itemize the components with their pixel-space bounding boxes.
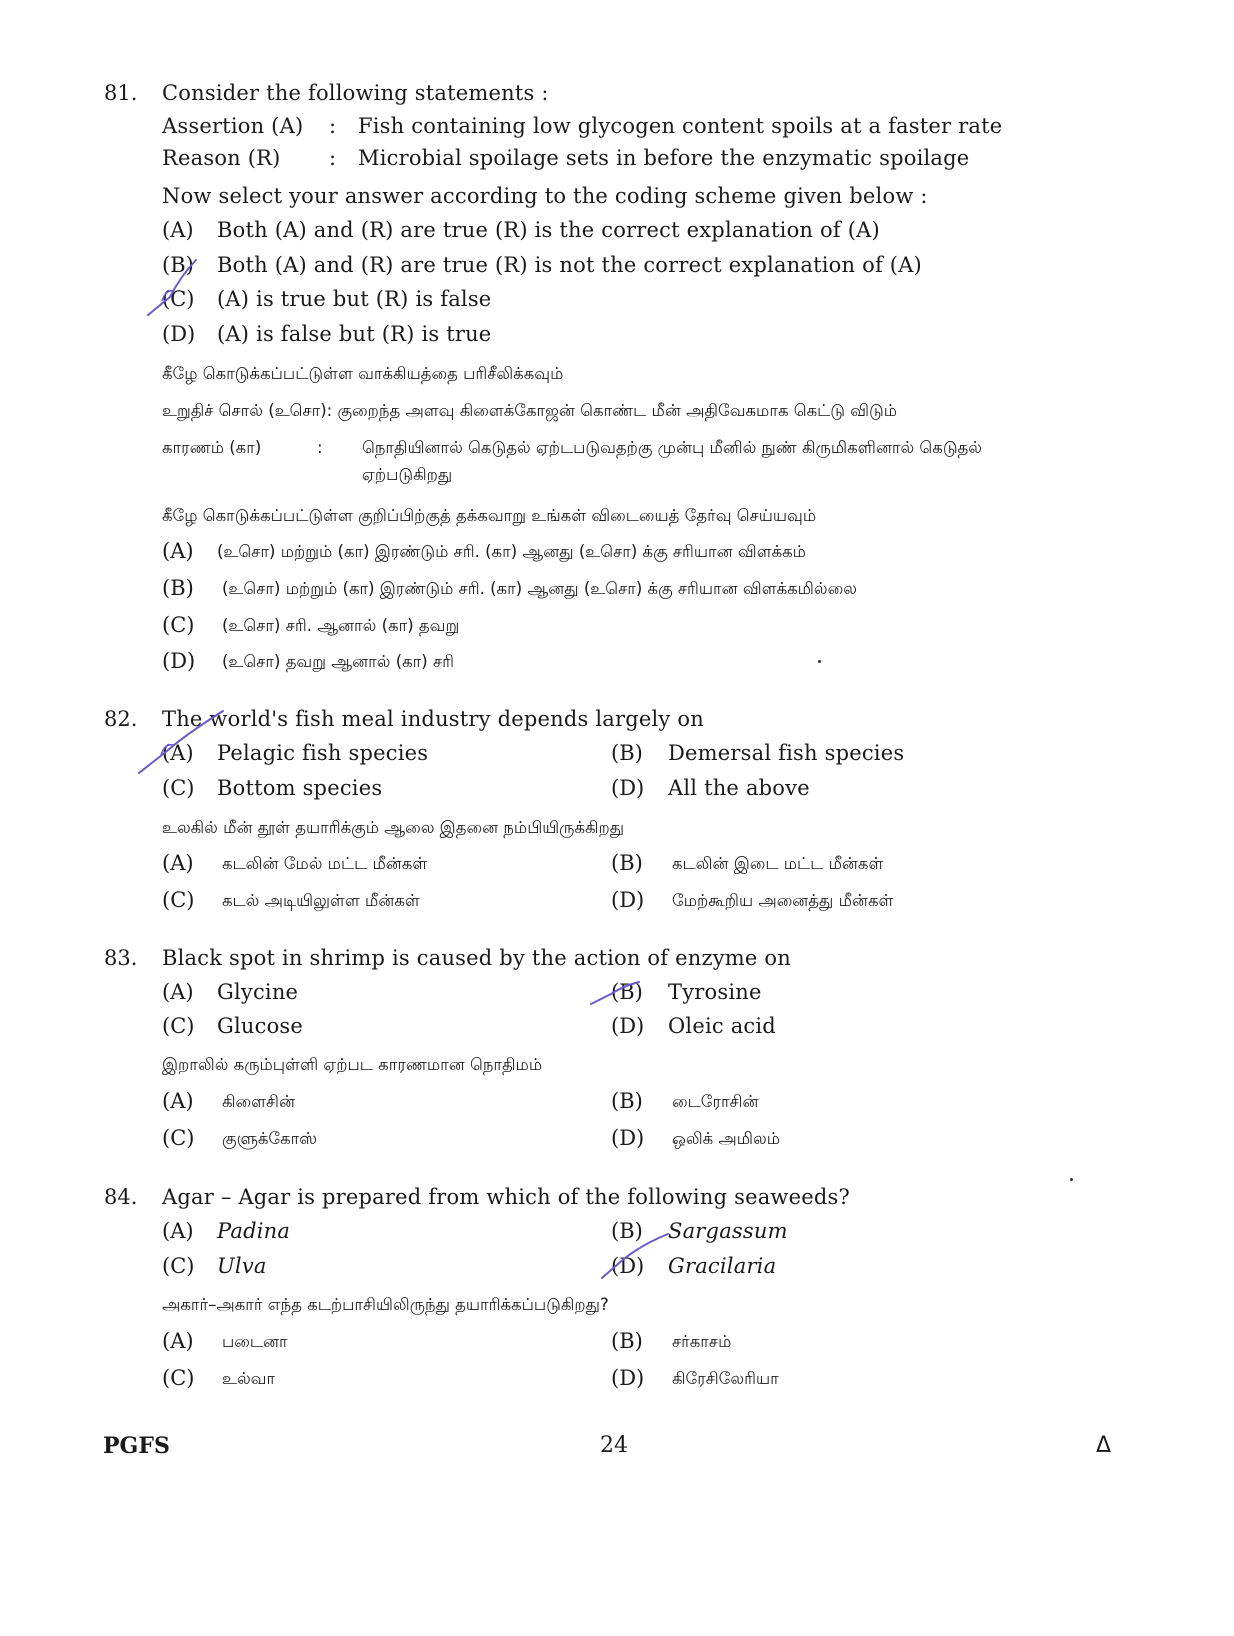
scan-dot [818, 660, 821, 663]
q84-ta-stem: அகார்–அகார் எந்த கடற்பாசியிலிருந்து தயாரிக்கப்படுகிறது? [162, 1295, 609, 1314]
q81-ta-option-b-label: (B) [162, 576, 194, 600]
q81-option-a-label: (A) [162, 218, 194, 242]
q83-option-d-label: (D) [611, 1014, 645, 1038]
q81-option-c-label: (C) [162, 287, 195, 311]
q81-assertion-colon: : [329, 114, 337, 138]
q82-ta-option-a-text: கடலின் மேல் மட்ட மீன்கள் [222, 854, 428, 873]
q84-ta-option-c-text: உல்வா [222, 1369, 276, 1388]
q84-option-b-text: Sargassum [668, 1219, 788, 1243]
q81-ta-assertion: உறுதிச் சொல் (உசொ): குறைந்த அளவு கிளைக்கோஜன் கொண்ட மீன் அதிவேகமாக கெட்டு விடும் [162, 401, 898, 420]
q84-option-d-text: Gracilaria [668, 1254, 777, 1278]
q84-option-a-label: (A) [162, 1219, 194, 1243]
q82-ta-option-c-text: கடல் அடியிலுள்ள மீன்கள் [222, 891, 420, 910]
q82-ta-option-c-label: (C) [162, 888, 195, 912]
q81-ta-option-c-text: (உசொ) சரி. ஆனால் (கா) தவறு [222, 616, 460, 635]
q82-ta-option-d-text: மேற்கூறிய அனைத்து மீன்கள் [672, 891, 894, 910]
q81-ta-reason-colon: : [317, 438, 323, 457]
q84-number: 84. [104, 1185, 138, 1209]
q84-ta-option-a-label: (A) [162, 1329, 194, 1353]
q81-ta-option-d-text: (உசொ) தவறு ஆனால் (கா) சரி [222, 652, 454, 671]
q81-ta-option-a-label: (A) [162, 539, 194, 563]
q81-ta-option-d-label: (D) [162, 649, 196, 673]
q84-stem: Agar – Agar is prepared from which of the following seaweeds? [162, 1185, 850, 1209]
q81-instruction: Now select your answer according to the coding scheme given below : [162, 184, 928, 208]
q81-ta-option-a-text: (உசொ) மற்றும் (கா) இரண்டும் சரி. (கா) ஆனது (உசொ) க்கு சரியான விளக்கம் [217, 542, 806, 561]
q84-option-d-label: (D) [611, 1254, 645, 1278]
q82-ta-option-b-text: கடலின் இடை மட்ட மீன்கள் [672, 854, 884, 873]
q83-stem: Black spot in shrimp is caused by the action of enzyme on [162, 946, 791, 970]
q81-ta-option-b-text: (உசொ) மற்றும் (கா) இரண்டும் சரி. (கா) ஆனது (உசொ) க்கு சரியான விளக்கமில்லை [222, 579, 857, 598]
q81-ta-reason-label: காரணம் (கா) [162, 438, 262, 457]
q82-option-b-text: Demersal fish species [668, 741, 905, 765]
q84-option-a-text: Padina [217, 1219, 291, 1243]
q83-option-b-text: Tyrosine [668, 980, 762, 1004]
q81-option-a-text: Both (A) and (R) are true (R) is the correct explanation of (A) [217, 218, 880, 242]
q82-option-a-text: Pelagic fish species [217, 741, 429, 765]
footer-exam-code: PGFS [103, 1433, 170, 1459]
q84-option-c-label: (C) [162, 1254, 195, 1278]
q81-ta-instruction: கீழே கொடுக்கப்பட்டுள்ள குறிப்பிற்குத் தக்கவாறு உங்கள் விடையைத் தேர்வு செய்யவும் [162, 506, 817, 525]
q83-ta-option-a-text: கிளைசின் [222, 1092, 295, 1111]
q84-ta-option-b-label: (B) [611, 1329, 643, 1353]
q83-number: 83. [104, 946, 138, 970]
q84-ta-option-b-text: சர்காசம் [672, 1332, 732, 1351]
q83-option-c-label: (C) [162, 1014, 195, 1038]
footer-page-number: 24 [600, 1433, 628, 1458]
q84-ta-option-c-label: (C) [162, 1366, 195, 1390]
q83-option-c-text: Glucose [217, 1014, 304, 1038]
q81-ta-reason-line2: ஏற்படுகிறது [362, 465, 453, 484]
q82-option-d-label: (D) [611, 776, 645, 800]
q84-ta-option-a-text: படைனா [222, 1332, 288, 1351]
q82-option-d-text: All the above [668, 776, 810, 800]
q81-assertion-text: Fish containing low glycogen content spoils at a faster rate [358, 114, 1003, 138]
q82-option-a-label: (A) [162, 741, 194, 765]
q83-ta-option-d-label: (D) [611, 1126, 645, 1150]
q81-ta-option-c-label: (C) [162, 613, 195, 637]
q84-option-c-text: Ulva [217, 1254, 267, 1278]
q83-option-d-text: Oleic acid [668, 1014, 776, 1038]
footer-triangle-symbol: Δ [1096, 1433, 1112, 1458]
q82-stem: The world's fish meal industry depends largely on [162, 707, 704, 731]
q84-option-b-label: (B) [611, 1219, 643, 1243]
q82-option-c-label: (C) [162, 776, 195, 800]
q81-reason-label: Reason (R) [162, 146, 281, 170]
q82-ta-option-b-label: (B) [611, 851, 643, 875]
q82-option-b-label: (B) [611, 741, 643, 765]
q81-reason-colon: : [329, 146, 337, 170]
q83-ta-option-a-label: (A) [162, 1089, 194, 1113]
q84-ta-option-d-text: கிரேசிலேரியா [672, 1369, 779, 1388]
q83-ta-option-b-label: (B) [611, 1089, 643, 1113]
q83-ta-option-b-text: டைரோசின் [672, 1092, 759, 1111]
q82-ta-stem: உலகில் மீன் தூள் தயாரிக்கும் ஆலை இதனை நம்பியிருக்கிறது [162, 818, 625, 837]
q82-option-c-text: Bottom species [217, 776, 383, 800]
q81-ta-reason-line1: நொதியினால் கெடுதல் ஏற்டபடுவதற்கு முன்பு மீனில் நுண் கிருமிகளினால் கெடுதல் [362, 438, 982, 457]
q81-option-b-label: (B) [162, 253, 194, 277]
q81-option-c-text: (A) is true but (R) is false [217, 287, 492, 311]
q84-ta-option-d-label: (D) [611, 1366, 645, 1390]
q81-intro: Consider the following statements : [162, 81, 549, 105]
q81-option-d-label: (D) [162, 322, 196, 346]
q82-ta-option-a-label: (A) [162, 851, 194, 875]
q83-option-a-text: Glycine [217, 980, 299, 1004]
scan-dot [1070, 1178, 1073, 1181]
q81-ta-intro: கீழே கொடுக்கப்பட்டுள்ள வாக்கியத்தை பரிசீலிக்கவும் [162, 364, 564, 383]
q81-assertion-label: Assertion (A) [162, 114, 304, 138]
q83-option-b-label: (B) [611, 980, 643, 1004]
q83-ta-stem: இறாலில் கரும்புள்ளி ஏற்பட காரணமான நொதிமம் [162, 1055, 543, 1074]
q81-number: 81. [104, 81, 138, 105]
q81-option-d-text: (A) is false but (R) is true [217, 322, 492, 346]
q81-option-b-text: Both (A) and (R) are true (R) is not the correct explanation of (A) [217, 253, 922, 277]
q81-reason-text: Microbial spoilage sets in before the enzymatic spoilage [358, 146, 970, 170]
q83-ta-option-d-text: ஒலிக் அமிலம் [672, 1129, 780, 1148]
q83-ta-option-c-text: குளுக்கோஸ் [222, 1129, 318, 1148]
q82-ta-option-d-label: (D) [611, 888, 645, 912]
q83-ta-option-c-label: (C) [162, 1126, 195, 1150]
q83-option-a-label: (A) [162, 980, 194, 1004]
q82-number: 82. [104, 707, 138, 731]
